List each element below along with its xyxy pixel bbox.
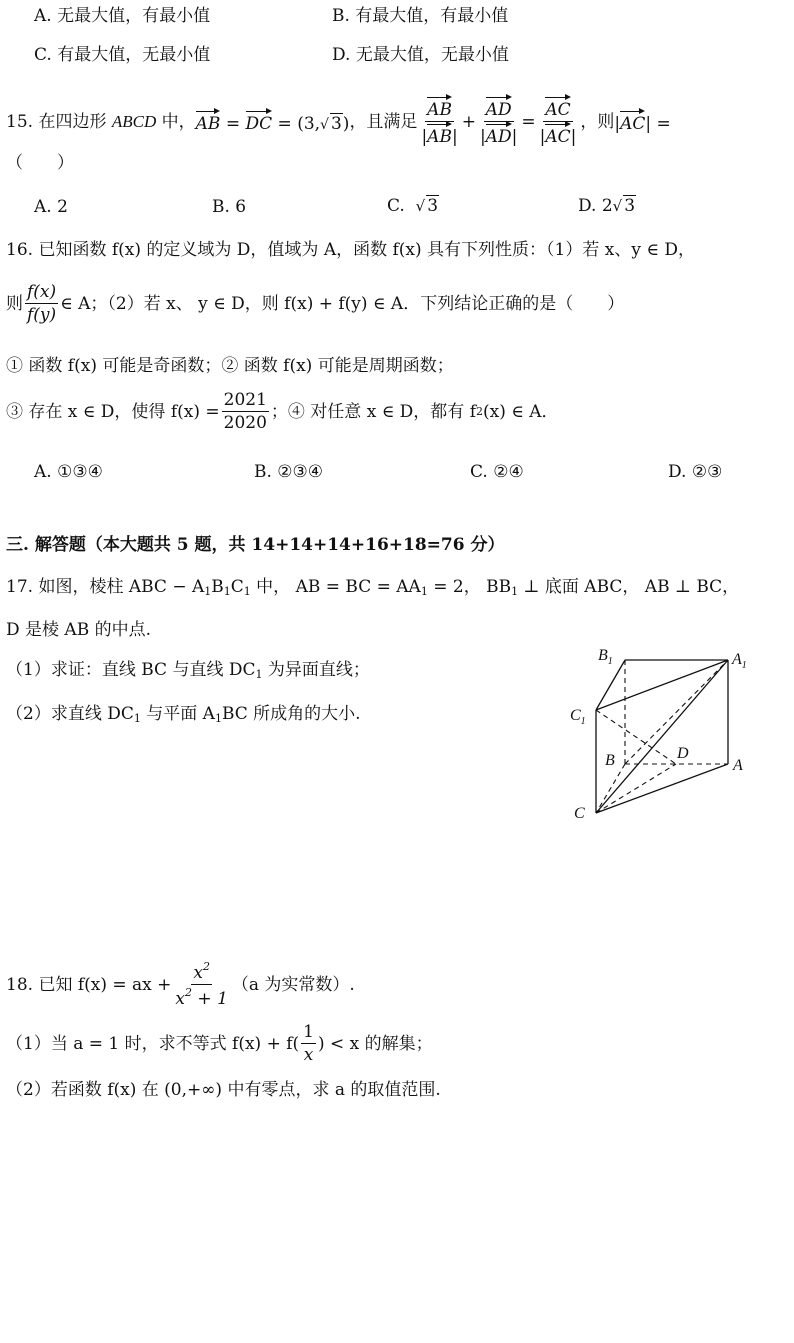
q17-prism-figure bbox=[560, 640, 780, 830]
q17-line-1: 17. 如图，棱柱 ABC − $A_1B_1C_1$ 中， AB = BC = $AA_1 = 2$， $BB_1$ ⊥ 底面 ABC， AB ⊥ BC， bbox=[6, 577, 740, 598]
q15-text-4: ，则 bbox=[580, 111, 615, 132]
label-d: D bbox=[677, 745, 689, 762]
q16-option-d: D. ②③ bbox=[668, 462, 723, 482]
q15-option-c: C. √ 3 bbox=[387, 196, 439, 216]
q18-frac-1-over-x: $\frac{1}{x}$ bbox=[303, 1022, 314, 1066]
q15-option-d: D. 2√ 3 bbox=[578, 196, 636, 216]
q18-part-1: （1）当 a = 1 时，求不等式 f(x) + f( $\frac{1}{x}$ ) < x 的解集； bbox=[6, 1022, 433, 1066]
q14-option-d: D. 无最大值，无最小值 bbox=[332, 45, 509, 65]
q16-line-2: 则 $\frac{f(x)}{f(y)}$ ∈ A；（2）若 x、 y ∈ D，则 f(x) + f(y) ∈ A．下列结论正确的是（ ） bbox=[6, 282, 625, 326]
q15-answer-paren: （ ） bbox=[6, 153, 74, 173]
q16-frac-fx-fy: $\frac{f(x)}{f(y)}$ bbox=[27, 282, 57, 326]
q15-text-1: 在四边形 bbox=[38, 111, 107, 132]
q15-stem: 15. 在四边形 ABCD 中， AB = DC = (3,√ 3) ，且满足 $\frac{AB}{|AB|}$ + $\frac{AD}{|AD|}$ = $\frac{AC}{|AC|}$ ，则 |AC| = bbox=[6, 96, 671, 148]
q15-frac-ac: $\frac{AC}{|AC|}$ bbox=[538, 96, 579, 148]
q15-option-a: A. 2 bbox=[34, 197, 68, 217]
q15-quad: ABCD bbox=[111, 111, 157, 131]
q15-abs-ac: |AC| = bbox=[614, 110, 670, 134]
q15-text-3: ，且满足 bbox=[349, 111, 418, 132]
q16-line-4: ③ 存在 x ∈ D，使得 f(x) = $\frac{2021}{2020}$ ；④ 对任意 x ∈ D，都有 f 2 (x) ∈ A． bbox=[6, 390, 559, 434]
q14-option-c: C. 有最大值，无最小值 bbox=[34, 45, 211, 65]
q14-option-b: B. 有最大值，有最小值 bbox=[332, 6, 509, 26]
label-c: C bbox=[574, 805, 585, 822]
q15-frac-ad: $\frac{AD}{|AD|}$ bbox=[478, 96, 519, 148]
q15-option-b: B. 6 bbox=[212, 197, 247, 217]
q15-number: 15. bbox=[6, 111, 34, 132]
q16-option-b: B. ②③④ bbox=[254, 462, 324, 482]
section-3-heading: 三. 解答题（本大题共 5 题，共 14+14+14+16+18=76 分） bbox=[6, 535, 505, 555]
q17-line-2: D 是棱 AB 的中点. bbox=[6, 620, 152, 640]
q17-part-2: （2）求直线 $DC_1$ 与平面 $A_1BC$ 所成角的大小. bbox=[6, 704, 361, 725]
q15-vector-eq: AB = DC = (3,√ 3) bbox=[196, 110, 350, 134]
q14-option-a: A. 无最大值，有最小值 bbox=[34, 6, 211, 26]
q18-stem: 18. 已知 f(x) = ax + $\frac{x^2}{x^2 + 1}$ （a 为实常数）. bbox=[6, 960, 355, 1010]
q18-frac: $\frac{x^2}{x^2 + 1}$ bbox=[175, 960, 228, 1010]
q16-line-1: 16. 已知函数 f(x) 的定义域为 D，值域为 A，函数 f(x) 具有下列性质：（1）若 x、y ∈ D， bbox=[6, 240, 695, 260]
q16-option-c: C. ②④ bbox=[470, 462, 524, 482]
q16-option-a: A. ①③④ bbox=[34, 462, 103, 482]
q16-line-3: ① 函数 f(x) 可能是奇函数；② 函数 f(x) 可能是周期函数； bbox=[6, 356, 454, 376]
q16-frac-2021-2020: $\frac{2021}{2020}$ bbox=[223, 390, 267, 434]
label-a1: $A_1$ bbox=[732, 651, 747, 671]
label-b1: $B_1$ bbox=[598, 647, 613, 667]
q17-part-1: （1）求证：直线 BC 与直线 $DC_1$ 为异面直线； bbox=[6, 660, 370, 681]
q15-frac-ab: $\frac{AB}{|AB|}$ bbox=[419, 96, 459, 148]
label-b: B bbox=[605, 752, 615, 769]
q15-text-2: 中， bbox=[161, 111, 196, 132]
label-c1: $C_1$ bbox=[570, 707, 586, 727]
label-a: A bbox=[733, 757, 743, 774]
q18-part-2: （2）若函数 f(x) 在 (0,+∞) 中有零点，求 a 的取值范围. bbox=[6, 1080, 441, 1100]
